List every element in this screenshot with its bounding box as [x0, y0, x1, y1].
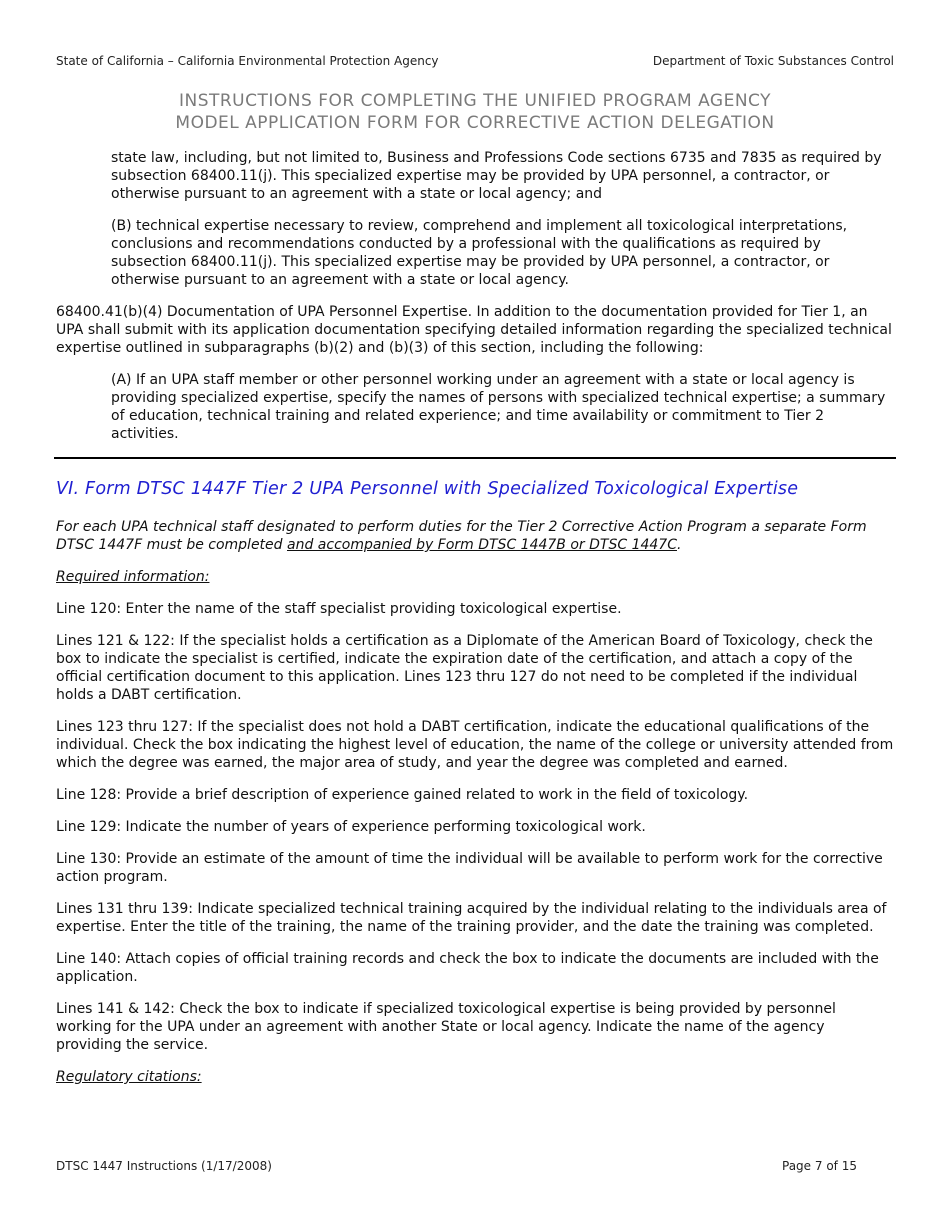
- footer-page-number: Page 7 of 15: [782, 1159, 857, 1173]
- document-title-line-2: MODEL APPLICATION FORM FOR CORRECTIVE ACTION DELEGATION: [175, 113, 775, 133]
- instruction-line-128: Line 128: Provide a brief description of experience gained related to work in the field of toxicology.: [56, 787, 749, 803]
- regulatory-citations-label: Regulatory citations:: [56, 1069, 202, 1085]
- document-title-line-1: INSTRUCTIONS FOR COMPLETING THE UNIFIED PROGRAM AGENCY: [178, 91, 772, 111]
- section-intro-end: .: [676, 537, 682, 553]
- instruction-lines-123-127: Lines 123 thru 127: If the specialist does not hold a DABT certification, indicate the educational qualifications of the individual. Check the box indicating the highest level of education, the name of the college or university attended from which the degree was earned, the major area of study, and year the degree was completed and earned.: [56, 719, 894, 771]
- page-content: [56, 149, 894, 1100]
- instruction-line-140: Line 140: Attach copies of official training records and check the box to indicate the documents are included with the application.: [56, 951, 879, 985]
- continued-paragraph: state law, including, but not limited to, Business and Professions Code sections 6735 and 7835 as required by subsection 68400.11(j). This specialized expertise may be provided by UPA personnel, a contractor, or otherwise pursuant to an agreement with a state or local agency; and: [111, 150, 882, 202]
- header-agency: State of California – California Environmental Protection Agency: [56, 54, 439, 68]
- section-intro-underlined: and accompanied by Form DTSC 1447B or DTSC 1447C: [287, 537, 677, 553]
- required-information-label: Required information:: [56, 569, 210, 585]
- section-intro-text: For each UPA technical staff designated to perform duties for the Tier 2 Corrective Action Program a separate Form DTSC 1447F must be completed: [56, 519, 867, 553]
- footer-form-id: DTSC 1447 Instructions (1/17/2008): [56, 1159, 272, 1173]
- section-heading: VI. Form DTSC 1447F Tier 2 UPA Personnel with Specialized Toxicological Expertise: [56, 479, 799, 499]
- subparagraph-b: (B) technical expertise necessary to review, comprehend and implement all toxicological interpretations, conclusions and recommendations conducted by a professional with the qualifications as required by subsection 68400.11(j). This specialized expertise may be provided by UPA personnel, a contractor, or otherwise pursuant to an agreement with a state or local agency.: [111, 218, 848, 288]
- instruction-line-130: Line 130: Provide an estimate of the amount of time the individual will be available to perform work for the corrective action program.: [56, 851, 883, 885]
- regulation-paragraph: 68400.41(b)(4) Documentation of UPA Personnel Expertise. In addition to the documentation provided for Tier 1, an UPA shall submit with its application documentation specifying detailed information regarding the specialized technical expertise outlined in subparagraphs (b)(2) and (b)(3) of this section, including the following:: [56, 304, 892, 356]
- instruction-lines-121-122: Lines 121 & 122: If the specialist holds a certification as a Diplomate of the American Board of Toxicology, check the box to indicate the specialist is certified, indicate the expiration date of the certification, and attach a copy of the official certification document to this application. Lines 123 thru 127 do not need to be completed if the individual holds a DABT certification.: [56, 633, 873, 703]
- instruction-line-120: Line 120: Enter the name of the staff specialist providing toxicological expertise.: [56, 601, 622, 617]
- instruction-line-129: Line 129: Indicate the number of years of experience performing toxicological work.: [56, 819, 646, 835]
- header-department: Department of Toxic Substances Control: [652, 54, 894, 68]
- section-divider: [54, 457, 896, 459]
- instruction-lines-131-139: Lines 131 thru 139: Indicate specialized technical training acquired by the individual relating to the individuals area of expertise. Enter the title of the training, the name of the training provider, and the date the training was completed.: [56, 901, 887, 935]
- instruction-lines-141-142: Lines 141 & 142: Check the box to indicate if specialized toxicological expertise is being provided by personnel working for the UPA under an agreement with another State or local agency. Indicate the name of the agency providing the service.: [56, 1001, 836, 1053]
- section-intro: [56, 518, 894, 554]
- subparagraph-a: (A) If an UPA staff member or other personnel working under an agreement with a state or local agency is providing specialized expertise, specify the names of persons with specialized technical expertise; a summary of education, technical training and related experience; and time availability or commitment to Tier 2 activities.: [111, 372, 886, 442]
